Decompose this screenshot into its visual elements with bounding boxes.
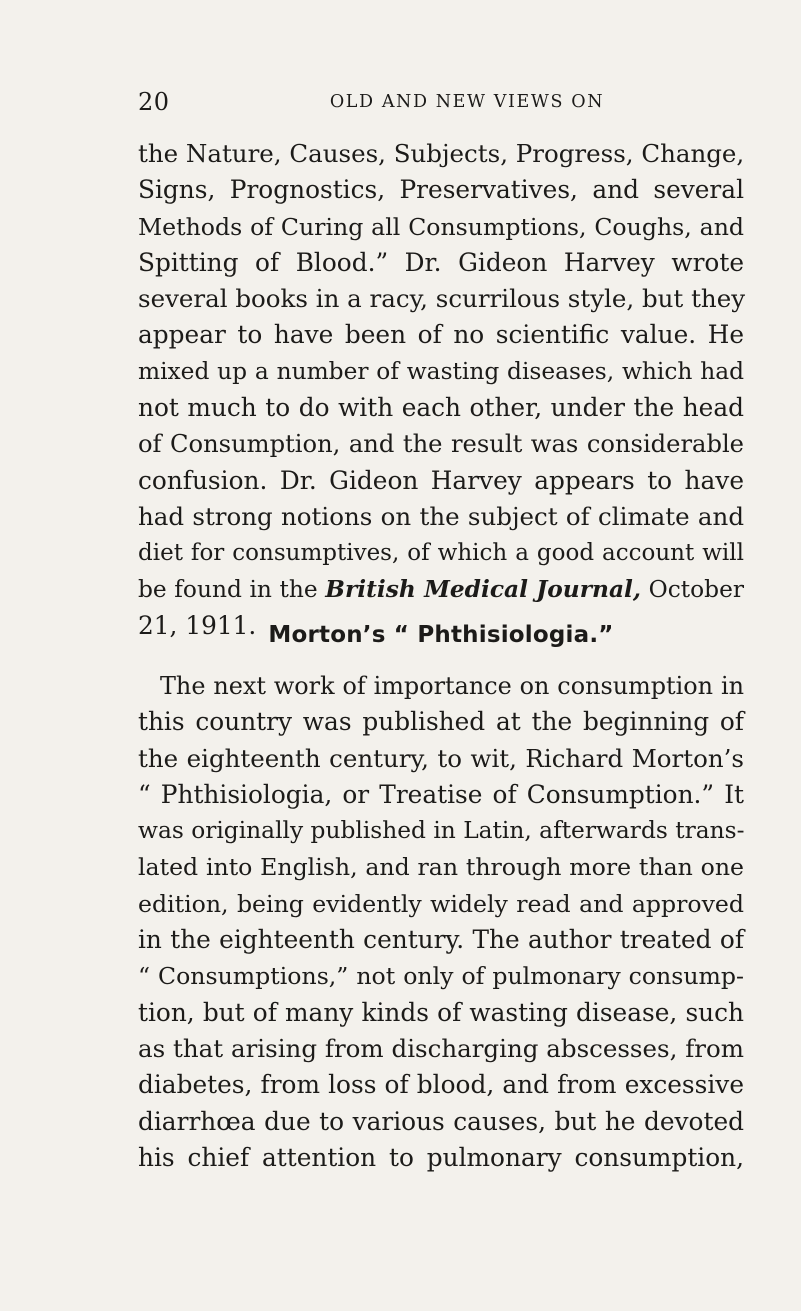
text-line: tion, but of many kinds of wasting disease, such [138, 997, 744, 1027]
text-line: in the eighteenth century. The author treated of [138, 925, 744, 955]
text-line: not much to do with each other, under the head [138, 393, 744, 423]
text-line: Spitting of Blood.” Dr. Gideon Harvey wrote [138, 247, 744, 277]
text-line: diarrhœa due to various causes, but he devoted [138, 1106, 744, 1136]
text-line: Signs, Prognostics, Preservatives, and several [138, 175, 744, 205]
text-line: appear to have been of no scientific value. He [138, 320, 744, 350]
text-line: edition, being evidently widely read and approved [138, 889, 744, 918]
text-line: “ Phthisiologia, or Treatise of Consumption.” It [138, 779, 744, 809]
text-line: “ Consumptions,” not only of pulmonary consump- [138, 962, 744, 991]
page-number: 20 [138, 88, 170, 116]
text-line: was originally published in Latin, afterwards trans- [138, 817, 745, 845]
text-line-citation [138, 572, 744, 608]
text-line: confusion. Dr. Gideon Harvey appears to have [138, 465, 744, 495]
text-line: the eighteenth century, to wit, Richard Morton’s [138, 743, 744, 773]
text-line: the Nature, Causes, Subjects, Progress, Change, [138, 139, 745, 168]
text-line: of Consumption, and the result was considerable [138, 430, 744, 459]
page-header [138, 88, 746, 118]
paragraph-1 [138, 136, 744, 644]
running-head: OLD AND NEW VIEWS ON [329, 92, 605, 112]
citation-prefix: be found in the [138, 575, 318, 603]
paragraph-2 [138, 668, 744, 1176]
citation-suffix: October [648, 575, 744, 603]
text-line: lated into English, and ran through more than one [138, 853, 744, 882]
text-line: diabetes, from loss of blood, and from excessive [138, 1070, 744, 1100]
text-line: his chief attention to pulmonary consumption, [138, 1142, 744, 1172]
text-line: The next work of importance on consumption in [160, 672, 744, 700]
section-heading: Morton’s “ Phthisiologia.” [268, 622, 614, 648]
text-line: as that arising from discharging abscesses, from [138, 1033, 744, 1063]
text-line: diet for consumptives, of which a good account will [138, 540, 744, 567]
text-line: 21, 1911. [138, 610, 257, 640]
text-line: mixed up a number of wasting diseases, which had [138, 357, 744, 385]
text-line: several books in a racy, scurrilous style, but they [138, 284, 746, 314]
text-line: Methods of Curing all Consumptions, Coughs, and [138, 212, 744, 241]
journal-title: British Medical Journal, [325, 575, 642, 603]
text-line: had strong notions on the subject of climate and [138, 501, 744, 531]
text-line: this country was published at the beginning of [138, 707, 744, 737]
